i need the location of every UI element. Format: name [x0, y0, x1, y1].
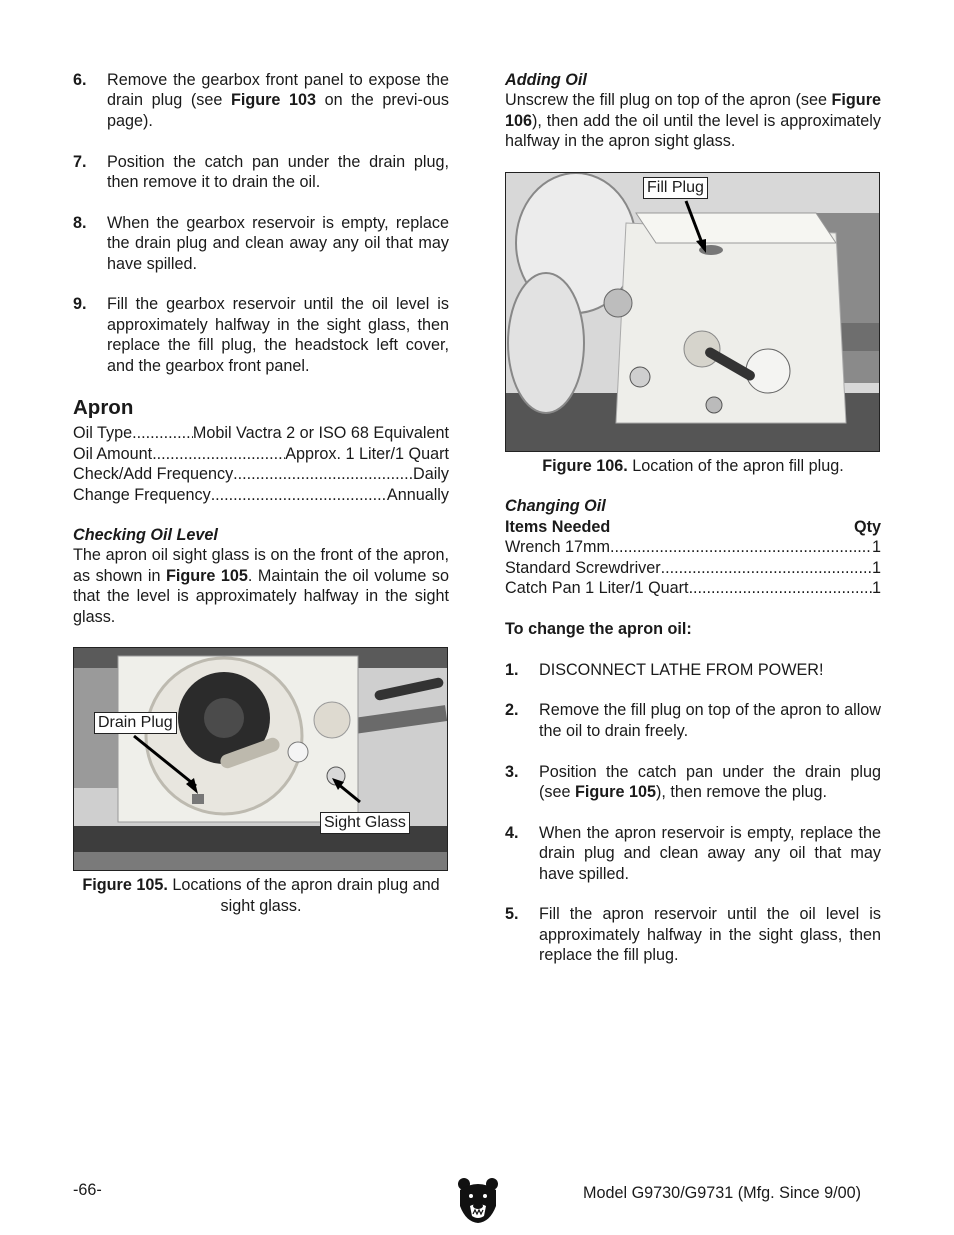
bear-logo-icon [456, 1176, 500, 1224]
step-number: 4. [505, 823, 519, 842]
left-column [73, 70, 449, 916]
right-column [505, 70, 881, 986]
step-2 [505, 700, 881, 741]
spec-check-frequency: Check/Add Frequency ..... Daily [73, 464, 449, 484]
step-text: When the apron reservoir is empty, replace the drain plug and clean away any oil that may have spilled. [539, 823, 881, 883]
subheading-adding-oil: Adding Oil [505, 71, 587, 89]
callout-drain-plug: Drain Plug [94, 712, 177, 734]
model-info: Model G9730/G9731 (Mfg. Since 9/00) [583, 1184, 862, 1202]
figure-reference: Figure 103 [230, 91, 317, 110]
step-number: 5. [505, 905, 519, 924]
callout-fill-plug: Fill Plug [643, 177, 708, 199]
step-number: 7. [73, 152, 87, 171]
figure-105-photo [73, 647, 448, 871]
figure-reference: Figure 105 [165, 566, 248, 585]
step-text: Remove the gearbox front panel to expose the drain plug (see Figure 103 on the previ-ous page). [107, 71, 449, 130]
step-4 [505, 823, 881, 884]
step-number: 8. [73, 213, 87, 232]
item-catch-pan: Catch Pan 1 Liter/1 Quart ..... 1 [505, 578, 881, 598]
step-1 [505, 660, 881, 680]
apron-spec-list [73, 423, 449, 505]
item-wrench: Wrench 17mm ..... 1 [505, 537, 881, 557]
step-text: DISCONNECT LATHE FROM POWER! [539, 660, 824, 679]
subheading-checking-oil-level: Checking Oil Level [73, 526, 218, 545]
procedure-intro: To change the apron oil: [505, 619, 692, 638]
figure-reference: Figure 106 [505, 91, 881, 130]
step-number: 3. [505, 762, 519, 781]
item-screwdriver: Standard Screwdriver ..... 1 [505, 558, 881, 578]
step-6 [73, 70, 449, 131]
step-text: Fill the apron reservoir until the oil level is approximately halfway in the sight glass, then replace the fill plug. [539, 905, 881, 965]
figure-105-caption: Figure 105. Locations of the apron drain plug and sight glass. [82, 876, 440, 915]
step-text: Remove the fill plug on top of the apron to allow the oil to drain freely. [539, 701, 881, 740]
step-8 [73, 213, 449, 274]
spec-oil-amount: Oil Amount ..... Approx. 1 Liter/1 Quart [73, 444, 449, 464]
section-heading-apron: Apron [73, 396, 134, 420]
step-5 [505, 904, 881, 965]
spec-change-frequency: Change Frequency ..... Annually [73, 485, 449, 505]
step-3 [505, 762, 881, 803]
figure-106-caption: Figure 106. Location of the apron fill plug. [542, 457, 844, 476]
step-text: Position the catch pan under the drain plug, then remove it to drain the oil. [107, 152, 449, 192]
apron-fill-plug-illustration [506, 173, 879, 451]
callout-sight-glass: Sight Glass [320, 812, 410, 834]
page-number: -66- [73, 1181, 102, 1199]
step-number: 2. [505, 701, 519, 720]
step-number: 9. [73, 295, 87, 314]
step-9 [73, 294, 449, 376]
figure-reference: Figure 105 [575, 783, 656, 802]
adding-paragraph: Unscrew the fill plug on top of the apron (see Figure 106), then add the oil until the level is approximately halfway in the apron sight glass. [505, 91, 881, 151]
checking-paragraph: The apron oil sight glass is on the front of the apron, as shown in Figure 105. Maintain the oil volume so that the level is approximately halfway in the sight glass. [73, 546, 449, 626]
step-text: Position the catch pan under the drain plug (see Figure 105), then remove the plug. [539, 762, 881, 802]
step-number: 1. [505, 660, 519, 679]
items-needed-header: Items Needed Qty [505, 517, 881, 536]
step-7 [73, 152, 449, 193]
figure-106-photo [505, 172, 880, 452]
apron-drain-sight-illustration [74, 648, 447, 870]
subheading-changing-oil: Changing Oil [505, 497, 606, 516]
step-text: Fill the gearbox reservoir until the oil level is approximately halfway in the sight glass, then replace the fill plug, the headstock left cover, and the gearbox front panel. [107, 295, 449, 375]
step-text: When the gearbox reservoir is empty, replace the drain plug and clean away any oil that may have spilled. [107, 213, 449, 273]
spec-oil-type: Oil Type ..... Mobil Vactra 2 or ISO 68 Equivalent [73, 423, 449, 443]
step-number: 6. [73, 71, 87, 89]
